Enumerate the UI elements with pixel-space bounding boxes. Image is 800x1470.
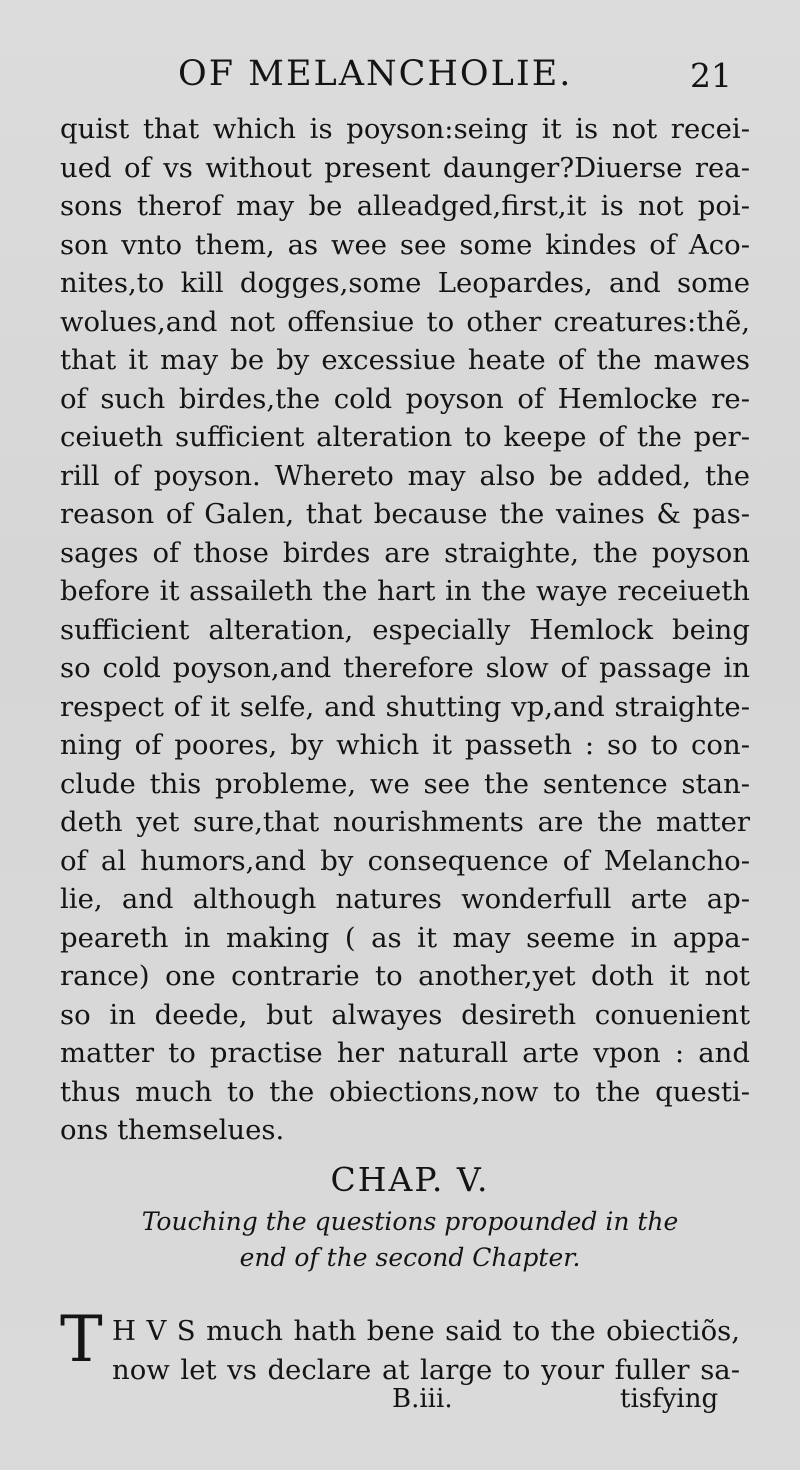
text-line: of such birdes,the cold poyson of Hemlocke re- bbox=[60, 382, 750, 415]
signature-mark: B.iii. bbox=[392, 1384, 453, 1414]
page-footer bbox=[0, 1384, 800, 1424]
running-head: OF MELANCHOLIE. bbox=[178, 54, 573, 94]
text-line: so in deede, but alwayes desireth conuenient bbox=[60, 998, 750, 1031]
text-line: so cold poyson,and therefore slow of passage in bbox=[60, 652, 750, 684]
text-line: of al humors,and by consequence of Melancho- bbox=[60, 844, 750, 877]
text-line: thus much to the obiections,now to the questi- bbox=[60, 1075, 750, 1108]
text-line: rance) one contrarie to another,yet doth it not bbox=[60, 960, 750, 992]
text-line: now let vs declare at large to your fuller sa- bbox=[112, 1353, 740, 1386]
page-number: 21 bbox=[690, 56, 732, 95]
body-text bbox=[60, 110, 750, 1150]
text-line: sages of those birdes are straighte, the poyson bbox=[60, 536, 750, 569]
page-header bbox=[0, 50, 800, 100]
text-line: ning of poores, by which it passeth : so to con- bbox=[60, 729, 750, 761]
text-line: matter to practise her naturall arte vpon : and bbox=[60, 1037, 750, 1069]
text-line: H V S much hath bene said to the obiectiõs, bbox=[112, 1315, 740, 1347]
text-line: peareth in making ( as it may seeme in appa- bbox=[60, 921, 750, 954]
text-line: wolues,and not offensiue to other creatures:thẽ, bbox=[60, 305, 750, 338]
text-line: lie, and although natures wonderfull arte ap- bbox=[60, 883, 750, 915]
text-line: ons themselues. bbox=[60, 1114, 285, 1146]
text-line: sons therof may be alleadged,first,it is not poi- bbox=[60, 190, 750, 222]
text-line: nites,to kill dogges,some Leopardes, and some bbox=[60, 267, 750, 299]
chapter-opening-text bbox=[112, 1312, 740, 1389]
subtitle-line: end of the second Chapter. bbox=[239, 1243, 581, 1272]
text-line: ued of vs without present daunger?Diuerse rea- bbox=[60, 151, 750, 184]
text-line: son vnto them, as wee see some kindes of Aco- bbox=[60, 228, 750, 261]
text-line: sufficient alteration, especially Hemlock being bbox=[60, 613, 750, 646]
text-line: quist that which is poyson:seing it is not recei- bbox=[60, 113, 750, 145]
chapter-subtitle bbox=[0, 1204, 800, 1276]
text-line: ceiueth sufficient alteration to keepe of the per- bbox=[60, 421, 750, 453]
text-line: rill of poyson. Whereto may also be added, the bbox=[60, 459, 750, 492]
text-line: deth yet sure,that nourishments are the matter bbox=[60, 806, 750, 838]
text-line: before it assaileth the hart in the waye receiueth bbox=[60, 575, 750, 607]
text-line: reason of Galen, that because the vaines & pas- bbox=[60, 498, 750, 530]
drop-cap: T bbox=[60, 1303, 103, 1377]
subtitle-line: Touching the questions propounded in the bbox=[141, 1207, 679, 1236]
catchword: tisfying bbox=[620, 1384, 719, 1414]
text-line: respect of it selfe, and shutting vp,and straighte- bbox=[60, 690, 750, 723]
text-line: clude this probleme, we see the sentence stan- bbox=[60, 767, 750, 800]
text-line: that it may be by excessiue heate of the mawes bbox=[60, 344, 750, 376]
chapter-heading: CHAP. V. bbox=[330, 1160, 490, 1199]
